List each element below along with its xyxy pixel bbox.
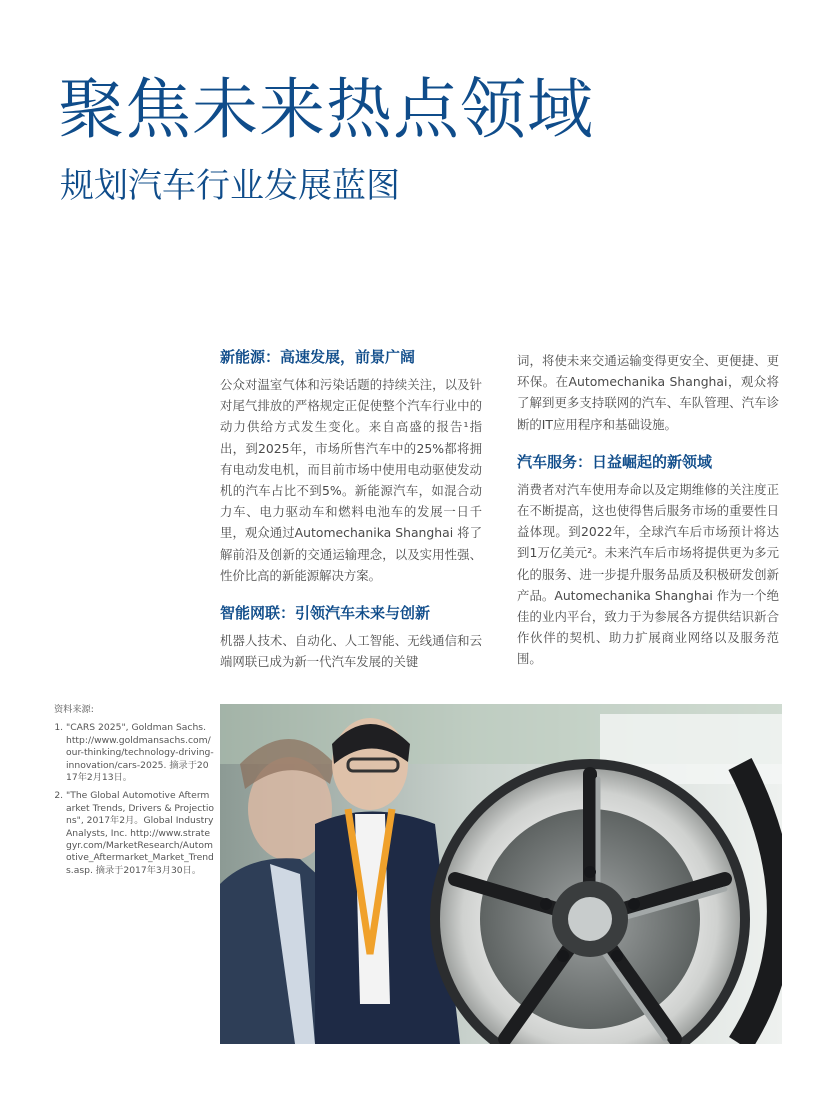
section-heading-new-energy: 新能源：高速发展，前景广阔 bbox=[220, 348, 416, 366]
section-heading-auto-service: 汽车服务：日益崛起的新领域 bbox=[517, 452, 713, 471]
section-heading-smart-connectivity: 智能网联：引领汽车未来与创新 bbox=[220, 604, 431, 623]
source-item: 2. "The Global Automotive Aftermarket Trends, Drivers & Projections", 2017年2月。Global Industry Analysts, Inc. http://www.strategyr.com/MarketResearch/Automotive_Aftermarket_Market_Trends.asp. 摘录于2017年3月30日。 bbox=[66, 790, 214, 877]
page-subtitle: 规划汽车行业发展蓝图 bbox=[60, 166, 400, 206]
section-body-smart-connectivity-continued: 词，将使未来交通运输变得更安全、更便捷、更环保。在Automechanika Shanghai，观众将了解到更多支持联网的汽车、车队管理、汽车诊断的IT应用程序和基础设施。 bbox=[517, 353, 779, 432]
source-item: 1. "CARS 2025", Goldman Sachs. http://www.goldmansachs.com/our-thinking/technology-driving-innovation/cars-2025. 摘录于2017年2月13日。 bbox=[66, 722, 214, 784]
section-body-auto-service: 消费者对汽车使用寿命以及定期维修的关注度正在不断提高，这也使得售后服务市场的重要性日益体现。到2022年，全球汽车后市场预计将达到1万亿美元²。未来汽车后市场将提供更为多元化的服务、进一步提升服务品质及积极研发创新产品。Automechanika Shanghai 作为一个绝佳的业内平台，致力于为参展各方提供结识新合作伙伴的契机、助力扩展商业网络以及服务范围。 bbox=[517, 481, 779, 667]
photo-illustration bbox=[220, 704, 782, 1044]
sources-title: 资料来源: bbox=[54, 704, 94, 715]
text-column-right bbox=[517, 346, 779, 670]
section-body-smart-connectivity: 机器人技术、自动化、人工智能、无线通信和云端网联已成为新一代汽车发展的关键 bbox=[220, 633, 482, 670]
sources-footnotes bbox=[54, 704, 214, 883]
page-title: 聚焦未来热点领域 bbox=[58, 71, 594, 148]
photo-visitors-examining-wheel bbox=[220, 704, 782, 1044]
section-body-new-energy: 公众对温室气体和污染话题的持续关注，以及针对尾气排放的严格规定正促使整个汽车行业中的动力供给方式发生变化。来自高盛的报告¹指出，到2025年，市场所售汽车中的25%都将拥有电动发电机，而目前市场中使用电动驱使发动机的汽车占比不到5%。新能源汽车，如混合动力车、电力驱动车和燃料电池车的发展一日千里，观众通过Automechanika Shanghai 将了解前沿及创新的交通运输理念，以及实用性强、性价比高的新能源解决方案。 bbox=[220, 377, 482, 583]
text-column-left bbox=[220, 346, 482, 672]
